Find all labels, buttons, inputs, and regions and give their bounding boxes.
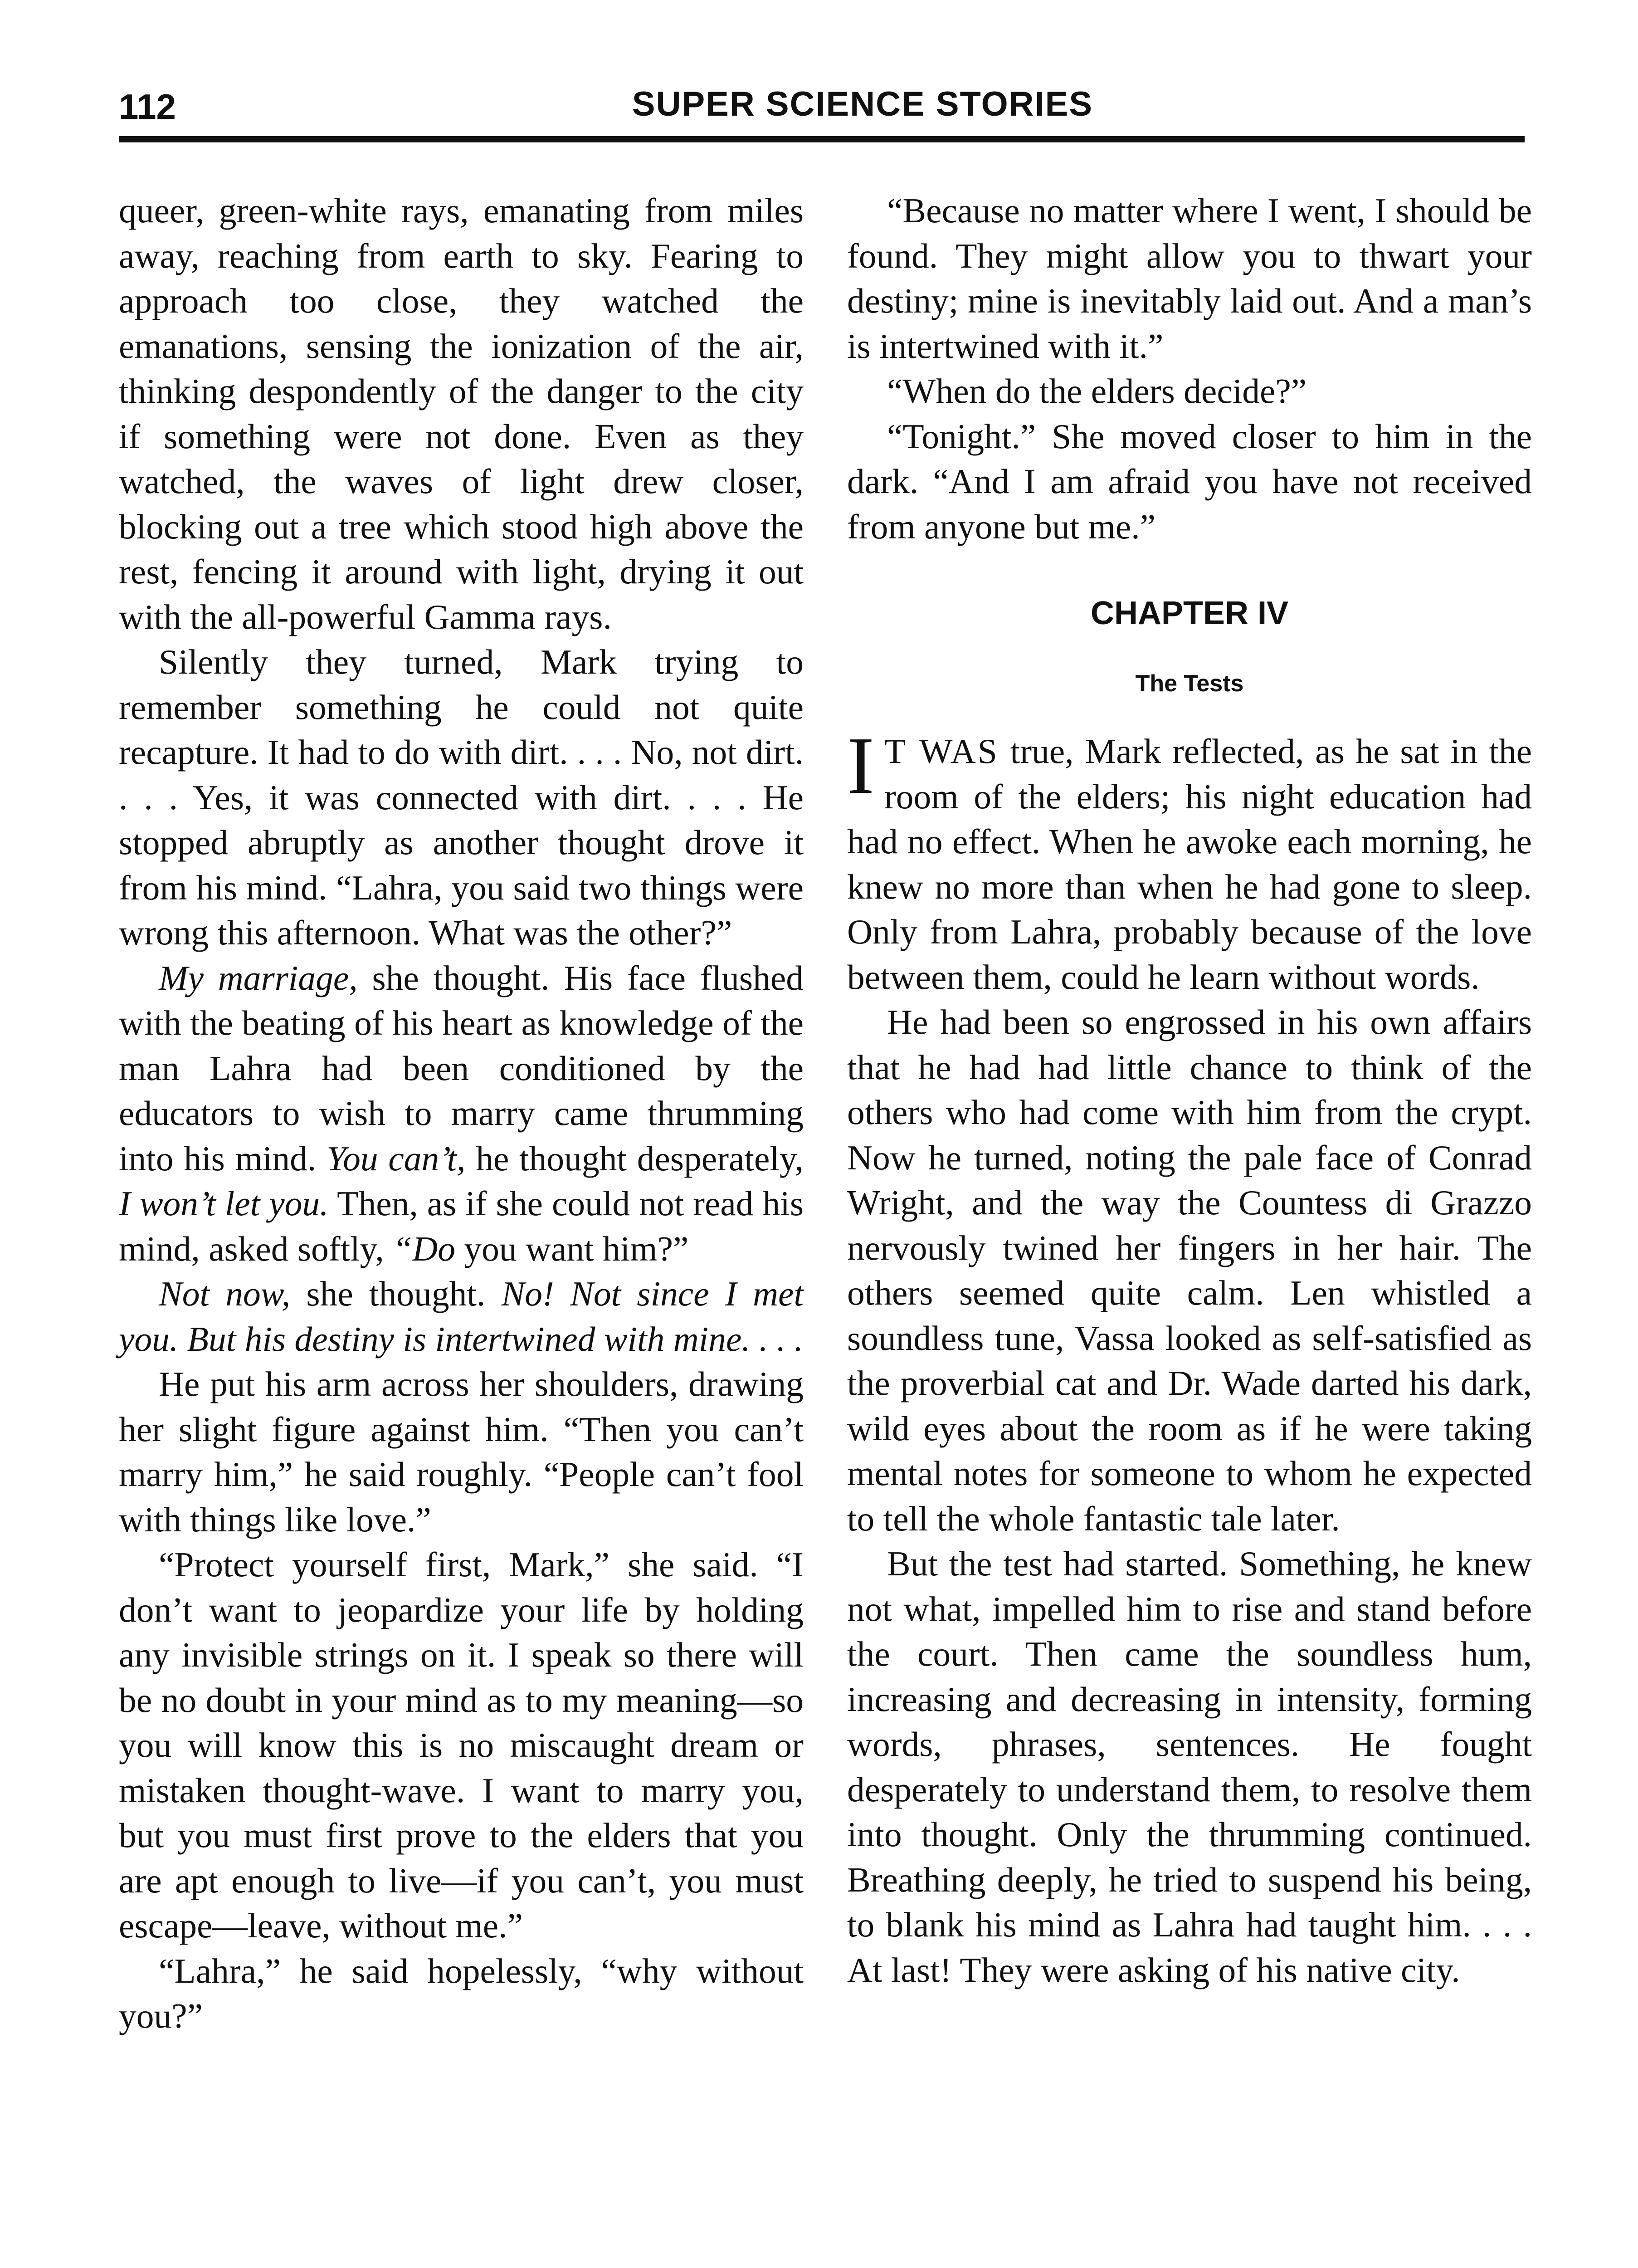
italic-text: Not now,: [159, 1274, 291, 1313]
right-column: [847, 188, 1532, 1993]
text: Then, as if she could not read his mind, asked softly,: [119, 1184, 804, 1268]
right-paragraph-1: “Because no matter where I went, I should be found. They might allow you to thwart your destiny; mine is inevitably laid out. And a man’s is intertwined with it.”: [847, 191, 1532, 366]
right-paragraph-2: “When do the elders decide?”: [887, 371, 1307, 411]
page-header: [119, 82, 1525, 136]
left-paragraph-1: queer, green-white rays, emanating from miles away, reaching from earth to sky. Fearing to approach too close, they watched the emanations, sensing the ionization of the air, thinking despondently of the danger to the city if something were not done. Even as they watched, the waves of light drew closer, blocking out a tree which stood high above the rest, fencing it around with light, drying it out with the all-powerful Gamma rays.: [119, 191, 804, 636]
italic-text: I won’t let you.: [119, 1184, 329, 1223]
left-paragraph-6: “Protect yourself first, Mark,” she said. “I don’t want to jeopardize your life by holding any invisible strings on it. I speak so there will be no doubt in your mind as to my meaning—so you will know this is no miscaught dream or mistaken thought-wave. I want to marry you, but you must first prove to the elders that you are apt enough to live—if you can’t, you must escape—leave, without me.”: [119, 1545, 804, 1945]
left-paragraph-2: Silently they turned, Mark trying to remember something he could not quite recapture. It had to do with dirt. . . . No, not dirt. . . . Yes, it was connected with dirt. . . . He stopped abruptly as another thought drove it from his mind. “Lahra, you said two things were wrong this afternoon. What was the other?”: [119, 642, 804, 952]
right-paragraph-6: But the test had started. Something, he knew not what, impelled him to rise and stand before the court. Then came the soundless hum, increasing and decreasing in intensity, forming words, phrases, sentences. He fought desperately to understand them, to resolve them into thought. Only the thrumming continued. Breathing deeply, he tried to suspend his being, to blank his mind as Lahra had taught him. . . . At last! They were asking of his native city.: [847, 1544, 1532, 1989]
left-paragraph-5: He put his arm across her shoulders, drawing her slight figure against him. “Then you can’t marry him,” he said roughly. “People can’t fool with things like love.”: [119, 1364, 804, 1539]
text: true, Mark reflected, as he sat in the room of the elders; his night education had had no effect. When he awoke each morning, he knew no more than when he had gone to sleep. Only from Lahra, probably because of the love between them, could he learn without words.: [847, 732, 1532, 997]
left-paragraph-7: “Lahra,” he said hopelessly, “why without you?”: [119, 1951, 804, 2035]
left-paragraph-3: [119, 956, 804, 1272]
header-rule: [119, 136, 1525, 142]
right-paragraph-4: [847, 720, 1532, 1000]
running-head: SUPER SCIENCE STORIES: [632, 85, 1093, 123]
italic-text: No! Not since I met you. But his destiny is intertwined with mine. . . .: [119, 1274, 804, 1359]
drop-cap: I: [847, 720, 874, 811]
text: she thought. His face flushed with the beating of his heart as knowledge of the man Lahra had been conditioned by the educators to wish to marry came thrumming into his mind.: [119, 958, 804, 1178]
italic-text: My marriage,: [159, 958, 358, 997]
right-paragraph-5: He had been so engrossed in his own affairs that he had had little chance to think of the others who had come with him from the crypt. Now he turned, noting the pale face of Conrad Wright, and the way the Countess di Grazzo nervously twined her fingers in her hair. The others seemed quite calm. Len whistled a soundless tune, Vassa looked as self-satisfied as the proverbial cat and Dr. Wade darted his dark, wild eyes about the room as if he were taking mental notes for someone to whom he expected to tell the whole fantastic tale later.: [847, 1002, 1532, 1538]
text: you want him?”: [455, 1229, 689, 1268]
chapter-title: CHAPTER IV: [1090, 595, 1289, 631]
page-number: 112: [119, 87, 176, 127]
text: he thought desperately,: [465, 1139, 804, 1178]
small-caps-lead: T WAS: [884, 732, 999, 771]
italic-text: You can’t,: [327, 1139, 466, 1178]
left-paragraph-4: [119, 1271, 804, 1362]
text: she thought.: [290, 1274, 502, 1313]
italic-text: “Do: [393, 1229, 455, 1268]
chapter-subtitle: The Tests: [1135, 670, 1244, 697]
left-column: [119, 188, 804, 2039]
right-paragraph-3: “Tonight.” She moved closer to him in the dark. “And I am afraid you have not received from anyone but me.”: [847, 416, 1532, 546]
